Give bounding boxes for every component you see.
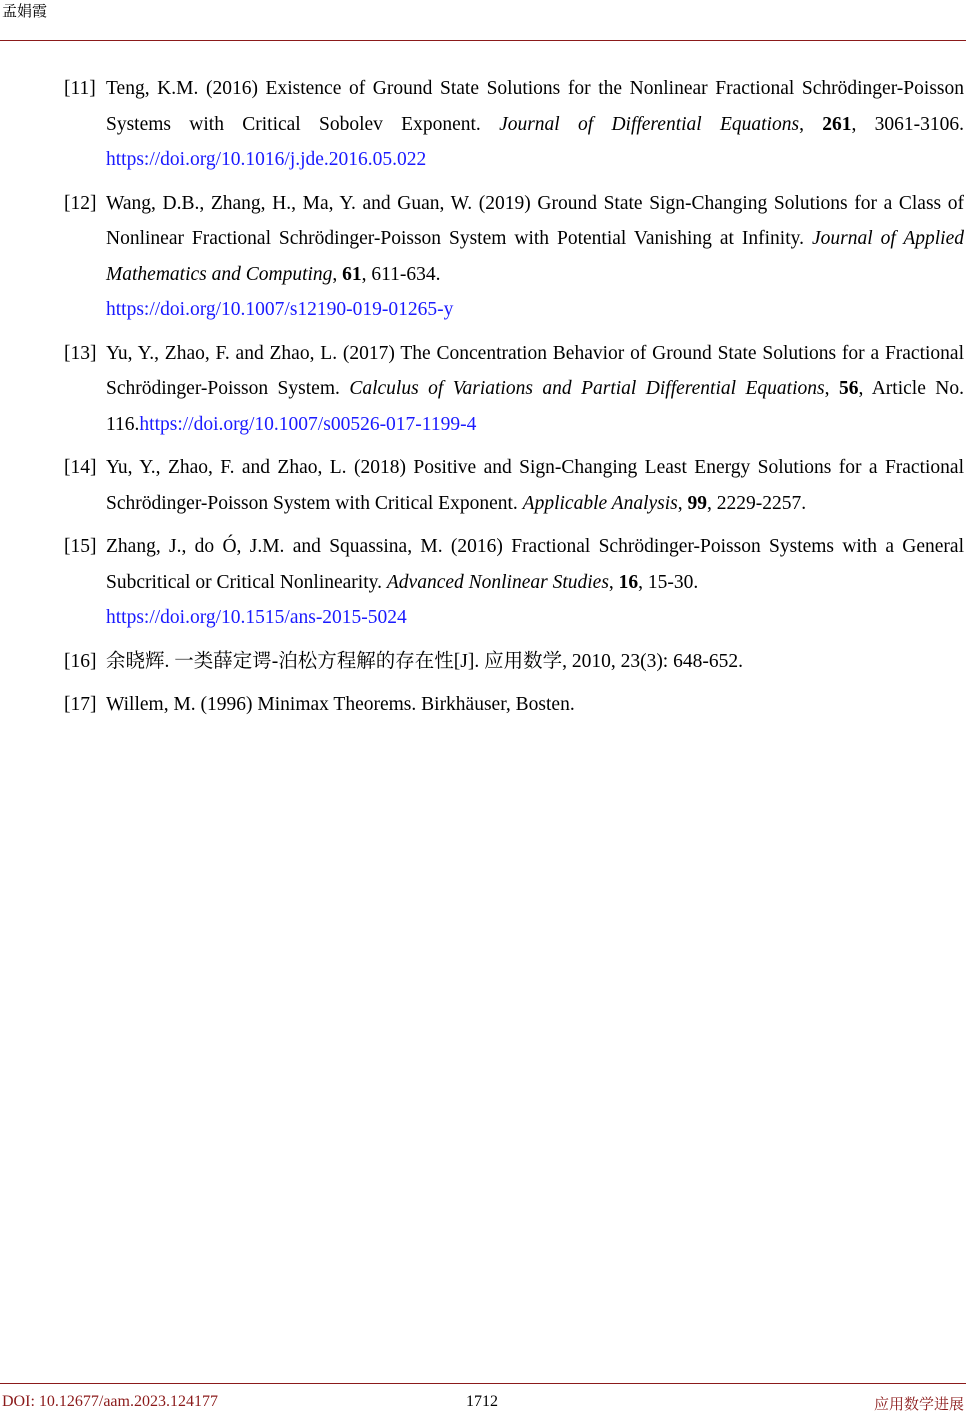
reference-journal: Journal of Applied Mathematics and Computing xyxy=(106,228,964,285)
reference-volume: 261 xyxy=(822,113,852,135)
reference-journal: Advanced Nonlinear Studies xyxy=(386,571,609,593)
reference-authors-title: 余晓辉. 一类薛定谔-泊松方程解的存在性[J]. 应用数学, 2010, 23(3): 648-652. xyxy=(106,650,743,672)
reference-journal: Applicable Analysis xyxy=(522,492,678,514)
reference-text xyxy=(106,186,964,328)
reference-volume: 16 xyxy=(618,571,639,593)
reference-number: [16] xyxy=(64,650,97,672)
reference-item xyxy=(64,644,964,680)
footer-journal-name: 应用数学进展 xyxy=(873,1395,964,1413)
footer-doi: DOI: 10.12677/aam.2023.124177 xyxy=(2,1393,218,1410)
reference-number: [17] xyxy=(64,694,97,715)
reference-separator: , xyxy=(824,378,839,399)
reference-pages: , Article No. 116. xyxy=(106,378,965,435)
reference-doi-link[interactable]: https://doi.org/10.1016/j.jde.2016.05.022 xyxy=(106,149,427,170)
reference-separator: , xyxy=(677,492,688,514)
reference-separator: , xyxy=(608,571,619,593)
running-head-author: 孟娟霞 xyxy=(2,2,48,20)
reference-volume: 56 xyxy=(838,378,859,399)
reference-volume: 61 xyxy=(342,263,362,285)
reference-authors-title: Yu, Y., Zhao, F. and Zhao, L. (2018) Positive and Sign-Changing Least Energy Solutions for a Fractional Schrödinger-Poisson System with Critical Exponent. xyxy=(106,457,964,514)
reference-item xyxy=(64,186,964,328)
reference-doi-link[interactable]: https://doi.org/10.1007/s12190-019-01265-y xyxy=(106,299,454,320)
reference-authors-title: Teng, K.M. (2016) Existence of Ground State Solutions for the Nonlinear Fractional Schrödinger-Poisson Systems with Critical Sobolev Exponent. xyxy=(106,78,964,135)
reference-text xyxy=(106,71,964,178)
reference-number: [15] xyxy=(64,536,97,557)
reference-pages: , 611-634. xyxy=(361,263,441,285)
page-header xyxy=(0,0,966,41)
reference-doi-link[interactable]: https://doi.org/10.1007/s00526-017-1199-4 xyxy=(139,413,477,435)
reference-authors-title: Willem, M. (1996) Minimax Theorems. Birkhäuser, Bosten. xyxy=(106,694,575,715)
reference-number: [12] xyxy=(64,192,97,214)
reference-text xyxy=(106,336,964,443)
reference-authors-title: Zhang, J., do Ó, J.M. and Squassina, M. (2016) Fractional Schrödinger-Poisson Systems with a General Subcritical or Critical Nonlinearity. xyxy=(106,536,964,593)
reference-pages: , 2229-2257. xyxy=(707,492,807,514)
reference-pages: , 3061-3106. xyxy=(851,113,964,135)
reference-number: [13] xyxy=(64,342,97,364)
reference-list xyxy=(64,71,964,731)
reference-item xyxy=(64,687,964,723)
reference-item xyxy=(64,71,964,178)
reference-authors-title: Yu, Y., Zhao, F. and Zhao, L. (2017) The Concentration Behavior of Ground State Solutions for a Fractional Schrödinger-Poisson System. xyxy=(106,342,964,399)
reference-number: [14] xyxy=(64,457,97,478)
reference-journal: Calculus of Variations and Partial Differential Equations xyxy=(349,378,825,399)
reference-item xyxy=(64,529,964,636)
reference-separator: , xyxy=(799,113,823,135)
reference-authors-title: Wang, D.B., Zhang, H., Ma, Y. and Guan, W. (2019) Ground State Sign-Changing Solutions for a Class of Nonlinear Fractional Schrödinger-Poisson System with Potential Vanishing at Infinity. xyxy=(106,192,964,249)
reference-journal: Journal of Differential Equations xyxy=(499,113,800,135)
page-number: 1712 xyxy=(466,1393,498,1410)
page-footer xyxy=(0,1383,966,1415)
reference-doi-link[interactable]: https://doi.org/10.1515/ans-2015-5024 xyxy=(106,607,407,628)
reference-text xyxy=(106,644,964,680)
reference-pages: , 15-30. xyxy=(638,571,699,593)
reference-number: [11] xyxy=(64,78,96,99)
reference-text xyxy=(106,450,964,521)
reference-text xyxy=(106,687,964,723)
reference-item xyxy=(64,450,964,521)
reference-text xyxy=(106,529,964,636)
reference-volume: 99 xyxy=(687,492,707,514)
reference-separator: , xyxy=(332,263,343,285)
reference-item xyxy=(64,336,964,443)
